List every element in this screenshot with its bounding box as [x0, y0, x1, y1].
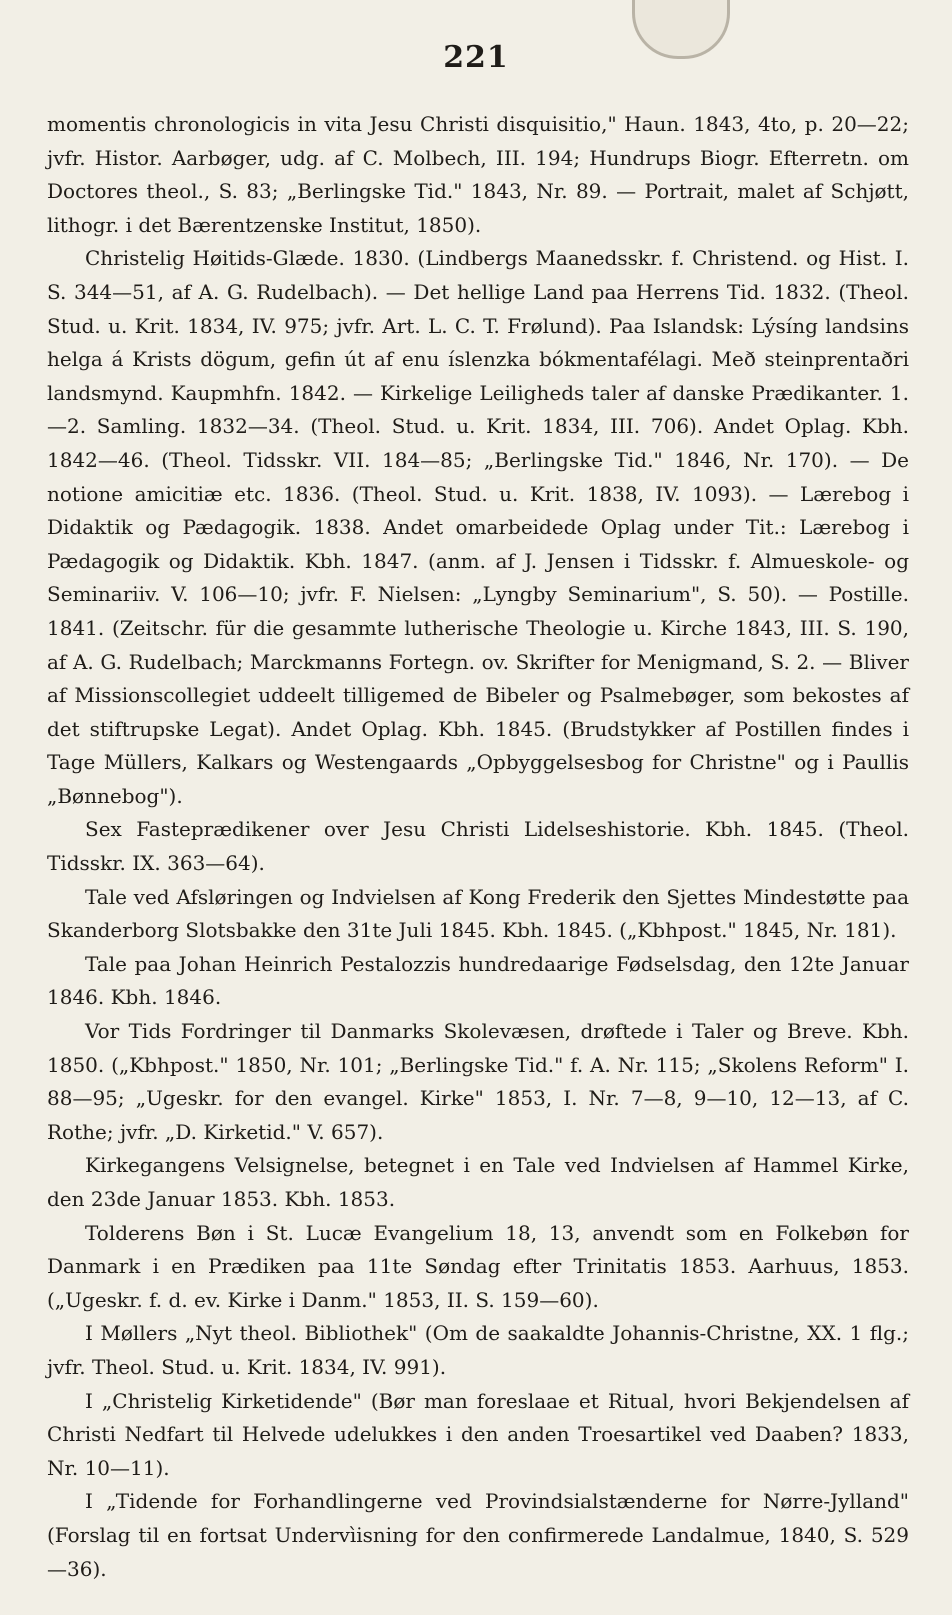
paragraph: I Møllers „Nyt theol. Bibliothek" (Om de saakaldte Johannis-Christne, XX. 1 flg.; jvfr. Theol. Stud. u. Krit. 1834, IV. 991).: [47, 1321, 909, 1379]
paragraph: momentis chronologicis in vita Jesu Christi disquisitio," Haun. 1843, 4to, p. 20—22; jvfr. Histor. Aarbøger, udg. af C. Molbech, III. 194; Hundrups Biogr. Efterretn. om Doctores theol., S. 83; „Berlingske Tid." 1843, Nr. 89. — Portrait, malet af Schjøtt, lithogr. i det Bærentzenske Institut, 1850).: [47, 112, 909, 237]
paragraph: Tale paa Johan Heinrich Pestalozzis hundredaarige Fødselsdag, den 12te Januar 1846. Kbh. 1846.: [47, 951, 909, 1010]
paragraph: Kirkegangens Velsignelse, betegnet i en Tale ved Indvielsen af Hammel Kirke, den 23de Januar 1853. Kbh. 1853.: [47, 1153, 909, 1211]
paragraph: Tolderens Bøn i St. Lucæ Evangelium 18, 13, anvendt som en Folkebøn for Danmark i en Prædiken paa 11te Søndag efter Trinitatis 1853. Aarhuus, 1853. („Ugeskr. f. d. ev. Kirke i Danm." 1853, II. S. 159—60).: [47, 1220, 909, 1312]
paragraph: Vor Tids Fordringer til Danmarks Skolevæsen, drøftede i Taler og Breve. Kbh. 1850. („Kbhpost." 1850, Nr. 101; „Berlingske Tid." f. A. Nr. 115; „Skolens Reform" I. 88—95; „Ugeskr. for den evangel. Kirke" 1853, I. Nr. 7—8, 9—10, 12—13, af C. Rothe; jvfr. „D. Kirketid." V. 657).: [47, 1019, 909, 1144]
paragraph: Christelig Høitids-Glæde. 1830. (Lindbergs Maanedsskr. f. Christend. og Hist. I. S. 344—51, af A. G. Rudelbach). — Det hellige Land paa Herrens Tid. 1832. (Theol. Stud. u. Krit. 1834, IV. 975; jvfr. Art. L. C. T. Frølund). Paa Islandsk: Lýsíng landsins helga á Krists dögum, gefin út af enu íslenzka bókmentafélagi. Með steinprentaðri landsmynd. Kaupmhfn. 1842. — Kirkelige Leiligheds taler af danske Prædikanter. 1.—2. Samling. 1832—34. (Theol. Stud. u. Krit. 1834, III. 706). Andet Oplag. Kbh. 1842—46. (Theol. Tidsskr. VII. 184—85; „Berlingske Tid." 1846, Nr. 170). — De notione amicitiæ etc. 1836. (Theol. Stud. u. Krit. 1838, IV. 1093). — Lærebog i Didaktik og Pædagogik. 1838. Andet omarbeidede Oplag under Tit.: Lærebog i Pædagogik og Didaktik. Kbh. 1847. (anm. af J. Jensen i Tidsskr. f. Almueskole- og Seminariiv. V. 106—10; jvfr. F. Nielsen: „Lyngby Seminarium", S. 50). — Postille. 1841. (Zeitschr. für die gesammte lutherische Theologie u. Kirche 1843, III. S. 190, af A. G. Rudelbach; Marckmanns Fortegn. ov. Skrifter for Menigmand, S. 2. — Bliver af Missionscollegiet uddeelt tilligemed de Bibeler og Psalmebøger, som bekostes af det stiftrupske Legat). Andet Oplag. Kbh. 1845. (Brudstykker af Postillen findes i Tage Müllers, Kalkars og Westengaards „Opbyggelsesbog for Christne" og i Paullis „Bønnebog").: [47, 246, 909, 808]
page-body: [47, 108, 909, 1586]
paragraph: I „Christelig Kirketidende" (Bør man foreslaae et Ritual, hvori Bekjendelsen af Christi Nedfart til Helvede udelukkes i den anden Troesartikel ved Daaben? 1833, Nr. 10—11).: [47, 1388, 909, 1480]
page-number: 221: [443, 40, 509, 75]
paragraph: I „Tidende for Forhandlingerne ved Provindsialstænderne for Nørre-Jylland" (Forslag til en fortsat Undervìisning for den confirmerede Landalmue, 1840, S. 529—36).: [47, 1489, 909, 1581]
paragraph: Tale ved Afsløringen og Indvielsen af Kong Frederik den Sjettes Mindestøtte paa Skanderborg Slotsbakke den 31te Juli 1845. Kbh. 1845. („Kbhpost." 1845, Nr. 181).: [47, 884, 909, 943]
paragraph: Sex Fasteprædikener over Jesu Christi Lidelseshistorie. Kbh. 1845. (Theol. Tidsskr. IX. 363—64).: [47, 817, 909, 876]
